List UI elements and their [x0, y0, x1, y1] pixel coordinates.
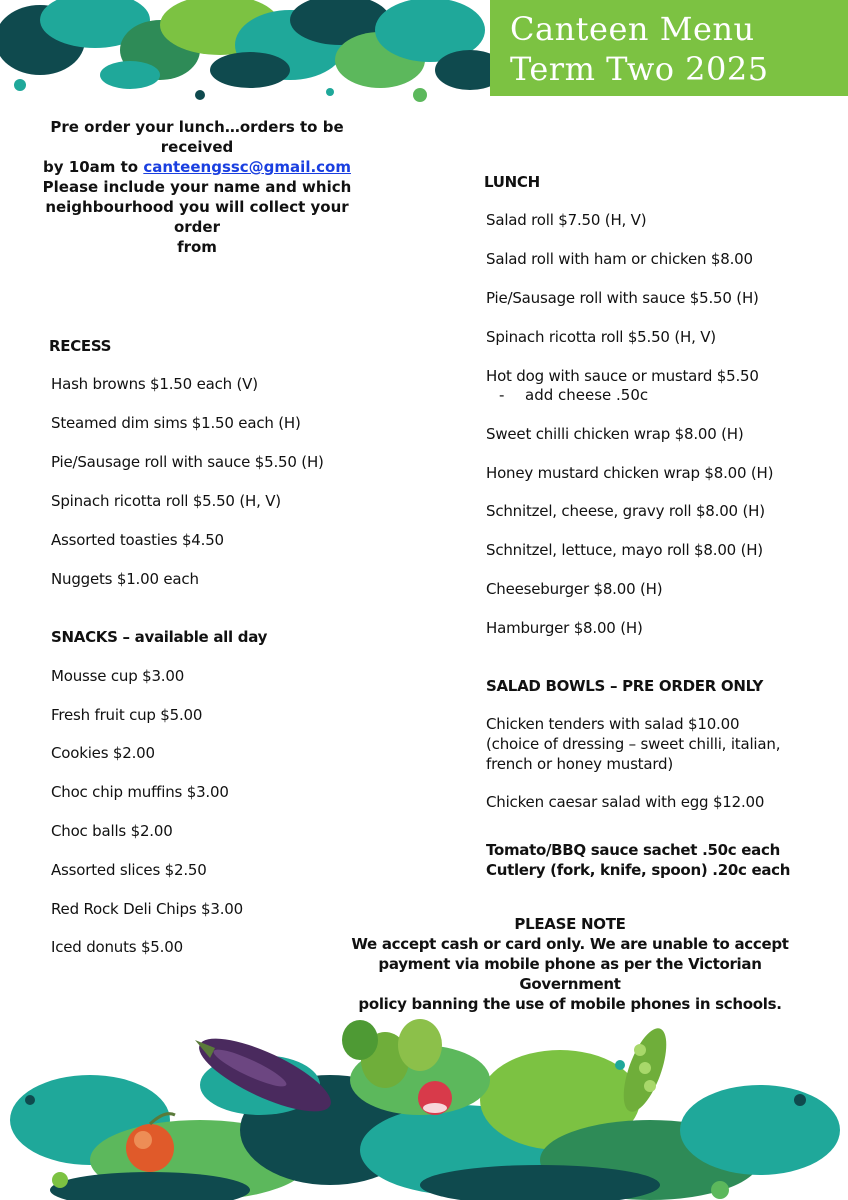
recess-item: Nuggets $1.00 each: [51, 570, 199, 588]
snacks-item: Mousse cup $3.00: [51, 667, 185, 685]
page-title-line2: Term Two 2025: [510, 50, 769, 88]
lunch-item: Salad roll with ham or chicken $8.00: [486, 250, 753, 268]
note-line: policy banning the use of mobile phones in schools.: [358, 995, 782, 1013]
lunch-item: Schnitzel, cheese, gravy roll $8.00 (H): [486, 502, 765, 520]
recess-heading: RECESS: [49, 337, 112, 355]
salad-bowl-item-detail: french or honey mustard): [486, 755, 674, 773]
recess-item: Steamed dim sims $1.50 each (H): [51, 414, 301, 432]
preorder-line2: [30, 157, 364, 177]
lunch-item: Cheeseburger $8.00 (H): [486, 580, 663, 598]
lunch-item: Hot dog with sauce or mustard $5.50: [486, 367, 759, 385]
lunch-item: Schnitzel, lettuce, mayo roll $8.00 (H): [486, 541, 763, 559]
salad-bowl-item: Chicken caesar salad with egg $12.00: [486, 793, 765, 811]
lunch-heading: LUNCH: [484, 173, 540, 191]
snacks-item: Choc balls $2.00: [51, 822, 173, 840]
lunch-item: Sweet chilli chicken wrap $8.00 (H): [486, 425, 744, 443]
lunch-item: Spinach ricotta roll $5.50 (H, V): [486, 328, 716, 346]
snacks-item: Fresh fruit cup $5.00: [51, 706, 203, 724]
snacks-item: Cookies $2.00: [51, 744, 155, 762]
salad-bowl-item: Chicken tenders with salad $10.00: [486, 715, 740, 733]
lunch-item: Salad roll $7.50 (H, V): [486, 211, 647, 229]
vegetable-splash-art: [0, 990, 848, 1200]
note-line: payment via mobile phone as per the Victorian Government: [378, 955, 762, 993]
hotdog-addon: add cheese .50c: [525, 386, 649, 404]
recess-item: Spinach ricotta roll $5.50 (H, V): [51, 492, 281, 510]
hotdog-addon-dash: -: [499, 386, 505, 404]
snacks-item: Assorted slices $2.50: [51, 861, 207, 879]
snacks-item: Iced donuts $5.00: [51, 938, 183, 956]
preorder-line1: Pre order your lunch…orders to be received: [50, 118, 344, 156]
preorder-line5: from: [177, 238, 217, 256]
lunch-item: Honey mustard chicken wrap $8.00 (H): [486, 464, 774, 482]
preorder-line4: neighbourhood you will collect your order: [45, 198, 349, 236]
lunch-item: Hamburger $8.00 (H): [486, 619, 643, 637]
salad-bowls-heading: SALAD BOWLS – PRE ORDER ONLY: [486, 677, 764, 695]
cutlery-price: Cutlery (fork, knife, spoon) .20c each: [486, 861, 791, 879]
radish-icon: [418, 1081, 452, 1115]
preorder-line3: Please include your name and which: [42, 178, 352, 196]
email-link[interactable]: canteengssc@gmail.com: [143, 158, 351, 176]
preorder-by-text: by 10am to: [43, 158, 144, 176]
recess-item: Pie/Sausage roll with sauce $5.50 (H): [51, 453, 324, 471]
salad-bowl-item-detail: (choice of dressing – sweet chilli, italian,: [486, 735, 781, 753]
note-heading: PLEASE NOTE: [514, 915, 626, 933]
page-title-line1: Canteen Menu: [510, 10, 755, 48]
snacks-item: Red Rock Deli Chips $3.00: [51, 900, 243, 918]
sauce-price: Tomato/BBQ sauce sachet .50c each: [486, 841, 780, 859]
recess-item: Assorted toasties $4.50: [51, 531, 224, 549]
snacks-heading: SNACKS – available all day: [51, 628, 268, 646]
lunch-item: Pie/Sausage roll with sauce $5.50 (H): [486, 289, 759, 307]
note-line: We accept cash or card only. We are unable to accept: [351, 935, 789, 953]
preorder-instructions: [30, 117, 364, 257]
recess-item: Hash browns $1.50 each (V): [51, 375, 258, 393]
snacks-item: Choc chip muffins $3.00: [51, 783, 229, 801]
